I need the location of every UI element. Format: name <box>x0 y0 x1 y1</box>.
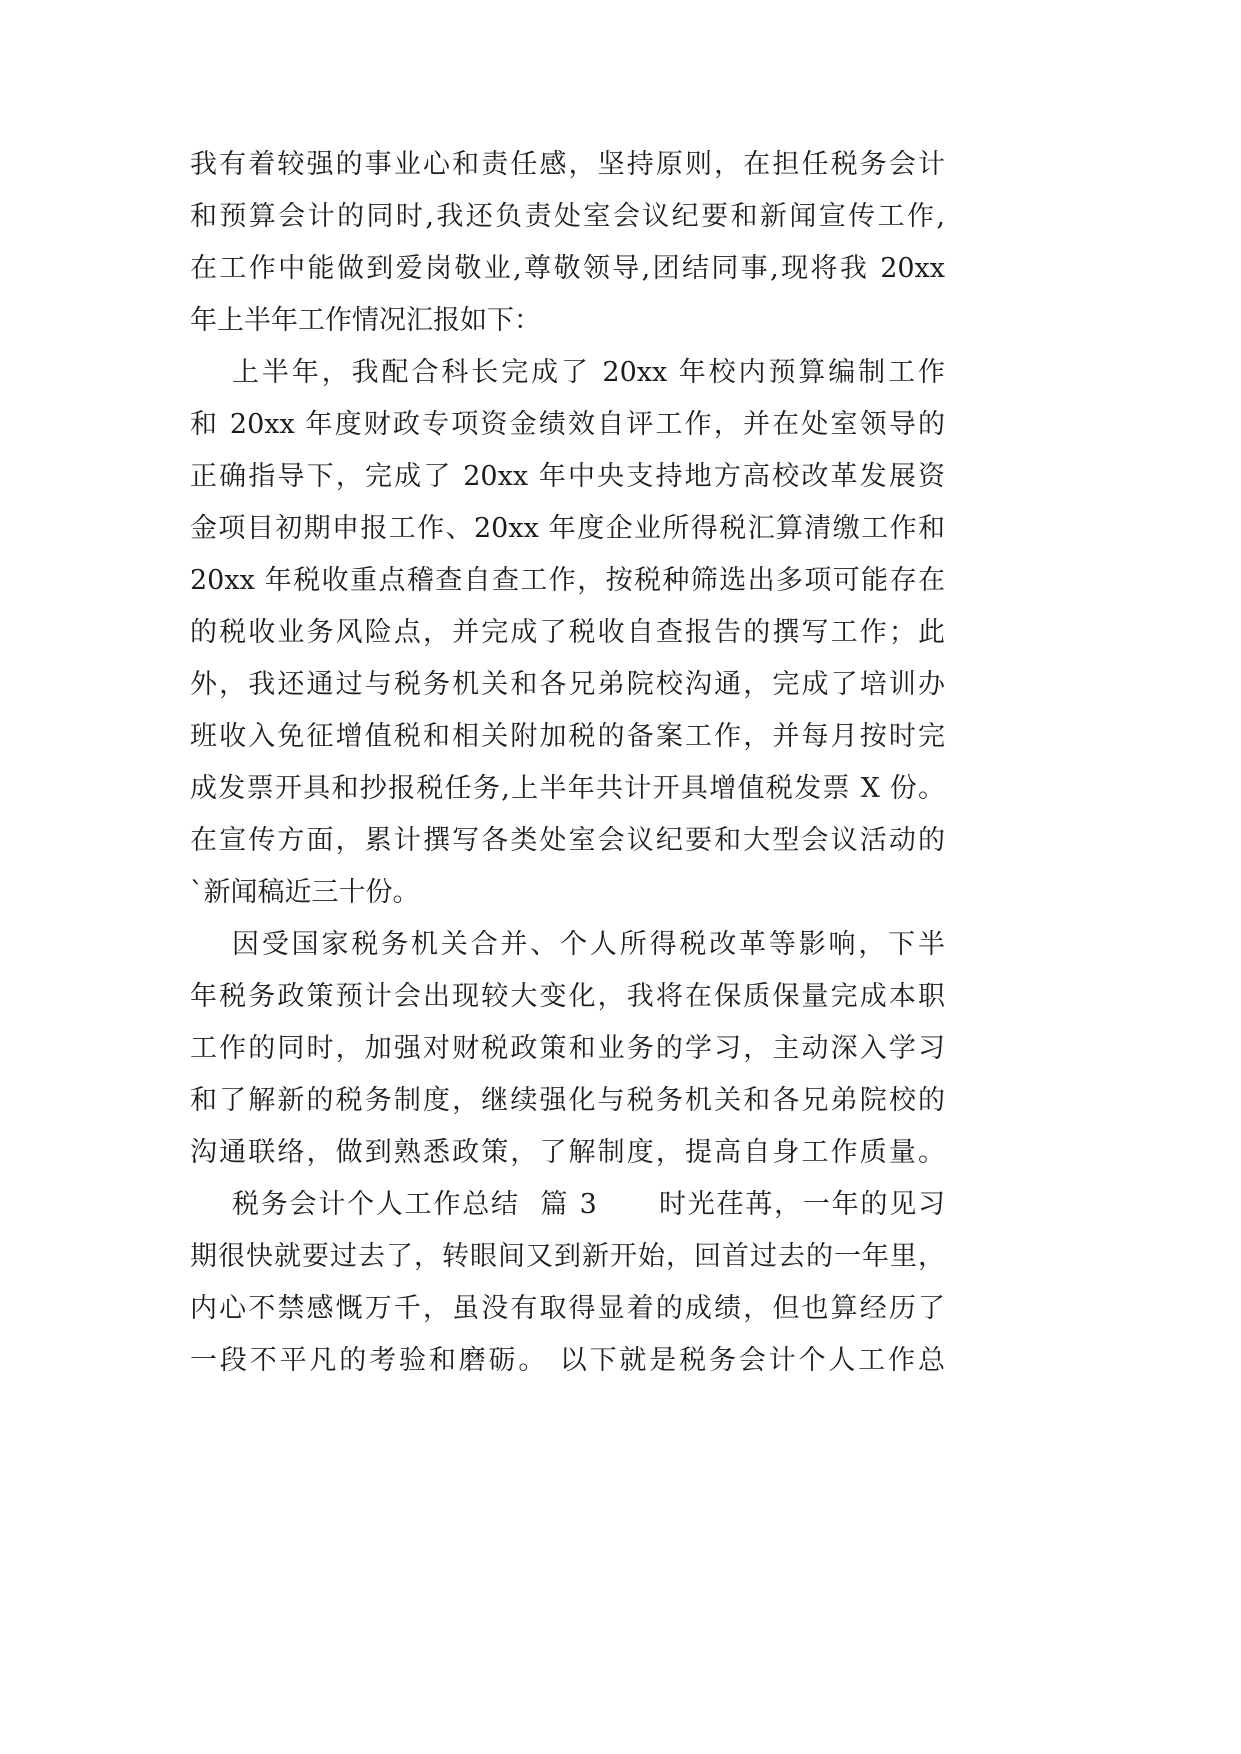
paragraph <box>190 347 945 919</box>
text-line: 的税收业务风险点，并完成了税收自查报告的撰写工作；此 <box>190 617 945 648</box>
text-line: 班收入免征增值税和相关附加税的备案工作，并每月按时完 <box>190 721 945 752</box>
paragraph <box>190 139 945 347</box>
text-line: 在工作中能做到爱岗敬业,尊敬领导,团结同事,现将我 20xx <box>190 253 945 284</box>
text-line: 内心不禁感慨万千，虽没有取得显着的成绩，但也算经历了 <box>190 1293 945 1324</box>
text-line: 成发票开具和抄报税任务,上半年共计开具增值税发票 X 份。 <box>190 773 945 804</box>
text-line: 和 20xx 年度财政专项资金绩效自评工作，并在处室领导的 <box>190 409 945 440</box>
text-line: 正确指导下，完成了 20xx 年中央支持地方高校改革发展资 <box>190 461 945 492</box>
text-line: 我有着较强的事业心和责任感，坚持原则，在担任税务会计 <box>190 149 945 180</box>
text-line: 和预算会计的同时,我还负责处室会议纪要和新闻宣传工作, <box>190 201 945 232</box>
text-line: 因受国家税务机关合并、个人所得税改革等影响，下半 <box>232 929 945 960</box>
text-line: 年税务政策预计会出现较大变化，我将在保质保量完成本职 <box>190 981 945 1012</box>
text-line: 在宣传方面，累计撰写各类处室会议纪要和大型会议活动的 <box>190 825 945 856</box>
text-line: 20xx 年税收重点稽查自查工作，按税种筛选出多项可能存在 <box>190 565 945 596</box>
text-line: 工作的同时，加强对财税政策和业务的学习，主动深入学习 <box>190 1033 945 1064</box>
text-line: 税务会计个人工作总结 篇 3 时光荏苒，一年的见习 <box>232 1189 945 1220</box>
paragraph <box>190 919 945 1179</box>
text-line: 沟通联络，做到熟悉政策，了解制度，提高自身工作质量。 <box>190 1137 945 1168</box>
text-line: 和了解新的税务制度，继续强化与税务机关和各兄弟院校的 <box>190 1085 945 1116</box>
paragraph <box>190 1179 945 1387</box>
text-line: `新闻稿近三十份。 <box>190 877 420 908</box>
text-line: 期很快就要过去了，转眼间又到新开始，回首过去的一年里， <box>190 1241 945 1272</box>
text-line: 一段不平凡的考验和磨砺。 以下就是税务会计个人工作总 <box>190 1345 945 1376</box>
text-line: 年上半年工作情况汇报如下： <box>190 305 541 336</box>
body-text <box>190 139 945 1387</box>
text-line: 上半年，我配合科长完成了 20xx 年校内预算编制工作 <box>232 357 945 388</box>
text-line: 金项目初期申报工作、20xx 年度企业所得税汇算清缴工作和 <box>190 513 945 544</box>
text-line: 外，我还通过与税务机关和各兄弟院校沟通，完成了培训办 <box>190 669 945 700</box>
